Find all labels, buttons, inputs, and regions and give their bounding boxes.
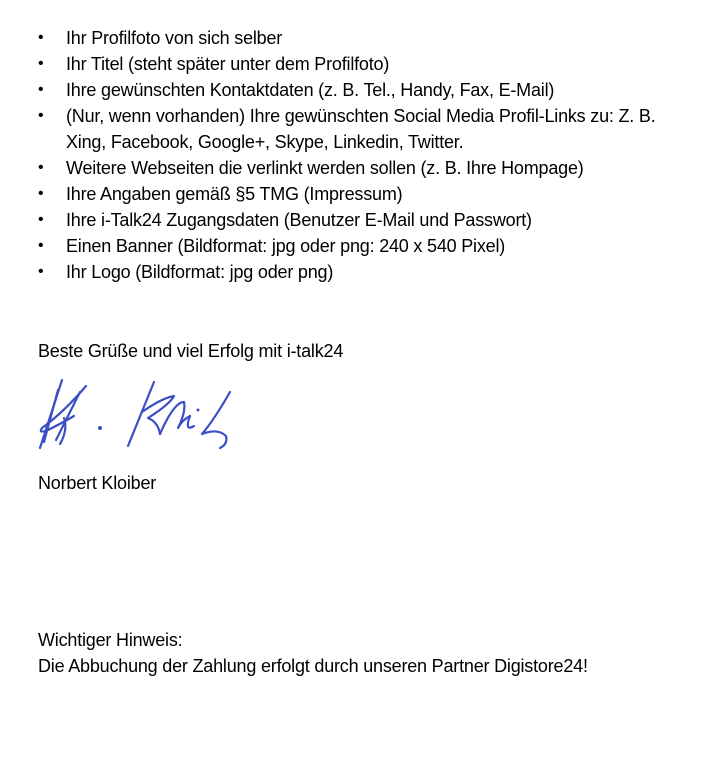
closing-greeting: Beste Grüße und viel Erfolg mit i-talk24	[38, 341, 344, 361]
list-item	[0, 233, 676, 259]
bullet-icon: •	[38, 81, 44, 98]
signer-name: Norbert Kloiber	[38, 473, 157, 493]
notice-title: Wichtiger Hinweis:	[38, 630, 183, 650]
list-item-text: Ihr Logo (Bildformat: jpg oder png)	[66, 262, 334, 282]
list-item	[0, 259, 676, 285]
list-item-text: Weitere Webseiten die verlinkt werden sollen (z. B. Ihre Hompage)	[66, 158, 584, 178]
bullet-icon: •	[38, 107, 44, 124]
list-item-text: (Nur, wenn vorhanden) Ihre gewünschten Social Media Profil-Links zu: Z. B. Xing, Facebook, Google+, Skype, Linkedin, Twitter.	[66, 106, 656, 152]
list-item	[0, 103, 676, 155]
bullet-icon: •	[38, 263, 44, 280]
list-item	[0, 181, 676, 207]
list-item	[0, 207, 676, 233]
bullet-icon: •	[38, 237, 44, 254]
bullet-icon: •	[38, 159, 44, 176]
list-item-text: Einen Banner (Bildformat: jpg oder png: 240 x 540 Pixel)	[66, 236, 506, 256]
list-item	[0, 51, 676, 77]
list-item	[0, 25, 676, 51]
notice-text: Die Abbuchung der Zahlung erfolgt durch unseren Partner Digistore24!	[38, 656, 588, 676]
bullet-icon: •	[38, 29, 44, 46]
bullet-icon: •	[38, 211, 44, 228]
list-item	[0, 155, 676, 181]
signature-image	[34, 372, 244, 458]
requirements-list	[0, 25, 676, 285]
list-item-text: Ihre i-Talk24 Zugangsdaten (Benutzer E-Mail und Passwort)	[66, 210, 532, 230]
list-item-text: Ihr Titel (steht später unter dem Profilfoto)	[66, 54, 390, 74]
list-item	[0, 77, 676, 103]
list-item-text: Ihre gewünschten Kontaktdaten (z. B. Tel., Handy, Fax, E-Mail)	[66, 80, 555, 100]
list-item-text: Ihr Profilfoto von sich selber	[66, 28, 283, 48]
bullet-icon: •	[38, 185, 44, 202]
bullet-icon: •	[38, 55, 44, 72]
list-item-text: Ihre Angaben gemäß §5 TMG (Impressum)	[66, 184, 403, 204]
